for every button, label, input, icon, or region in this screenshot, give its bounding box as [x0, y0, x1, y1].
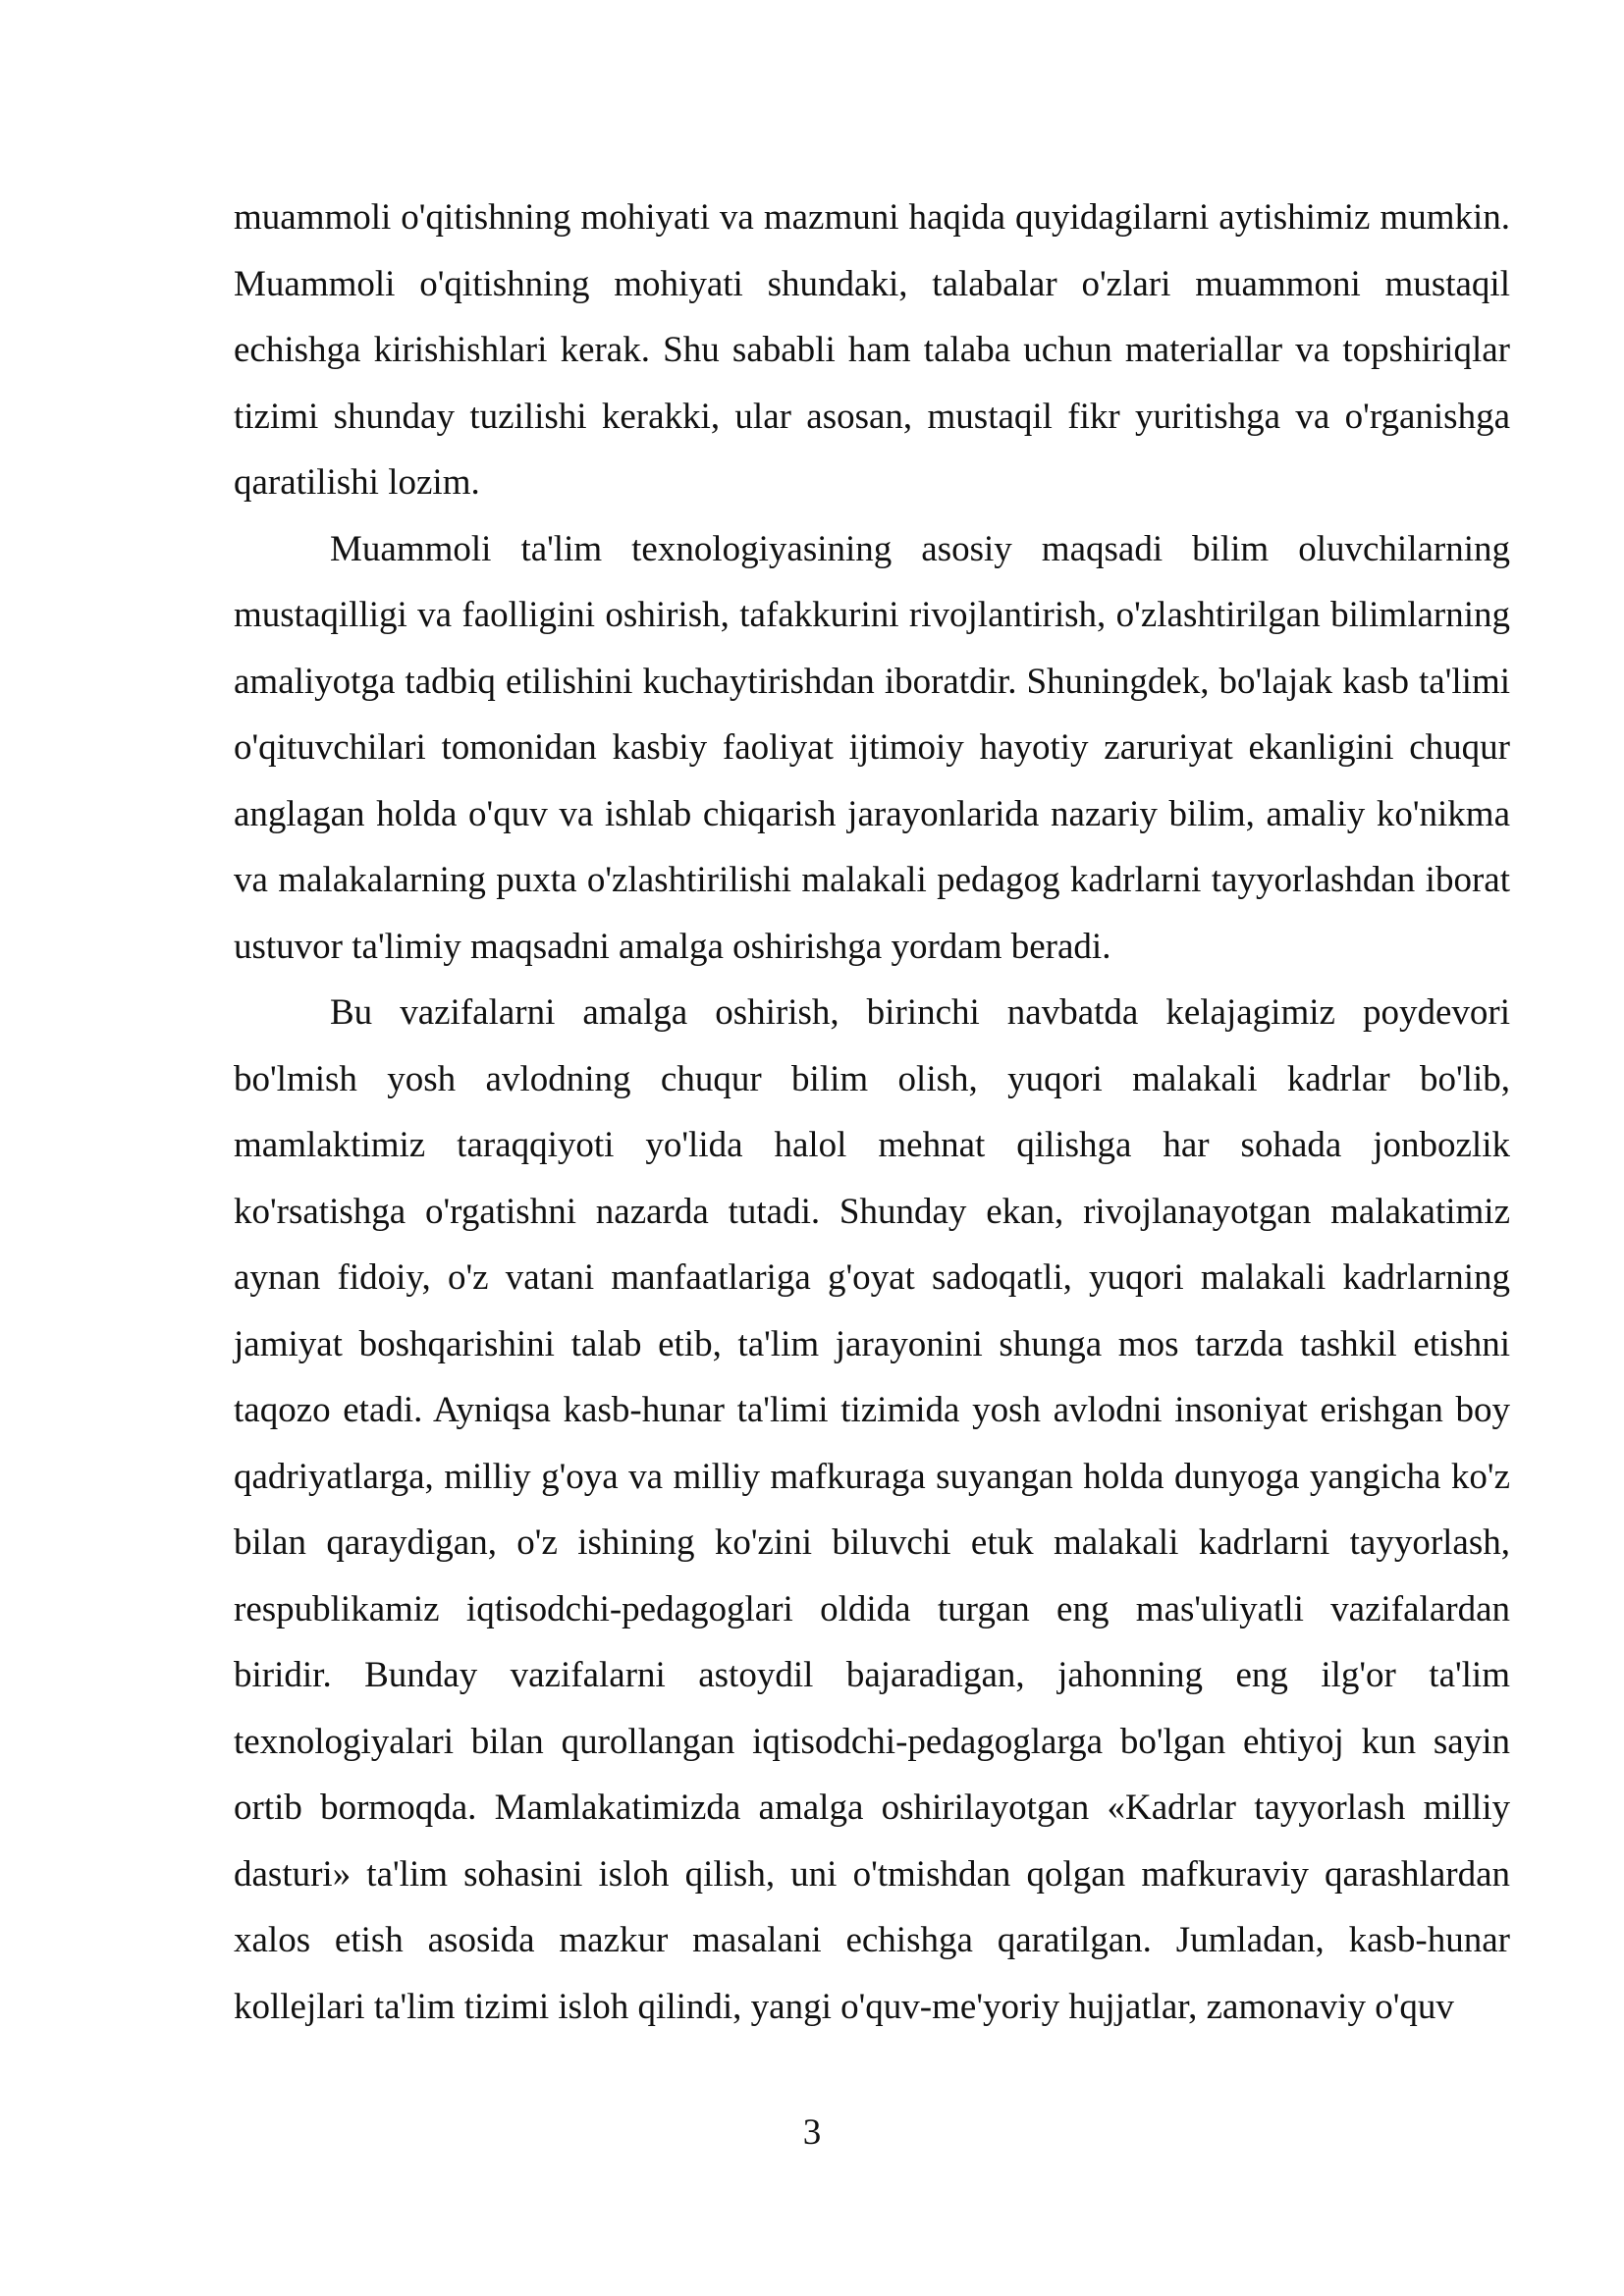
- paragraph-2: Muammoli ta'lim texnologiyasining asosiy maqsadi bilim oluvchilarning mustaqilligi va faolligini oshirish, tafakkurini rivojlantirish, o'zlashtirilgan bilimlarning amaliyotga tadbiq etilishini kuchaytirishdan iboratdir. Shuningdek, bo'lajak kasb ta'limi o'qituvchilari tomonidan kasbiy faoliyat ijtimoiy hayotiy zaruriyat ekanligini chuqur anglagan holda o'quv va ishlab chiqarish jarayonlarida nazariy bilim, amaliy ko'nikma va malakalarning puxta o'zlashtirilishi malakali pedagog kadrlarni tayyorlashdan iborat ustuvor ta'limiy maqsadni amalga oshirishga yordam beradi.: [234, 528, 1510, 967]
- page-number: 3: [802, 2112, 822, 2153]
- paragraph-1: muammoli o'qitishning mohiyati va mazmuni haqida quyidagilarni aytishimiz mumkin. Muammoli o'qitishning mohiyati shundaki, talabalar o'zlari muammoni mustaqil echishga kirishishlari kerak. Shu sababli ham talaba uchun materiallar va topshiriqlar tizimi shunday tuzilishi kerakki, ular asosan, mustaqil fikr yuritishga va o'rganishga qaratilishi lozim.: [234, 197, 1510, 503]
- document-body: [234, 185, 1510, 2040]
- paragraph-3: Bu vazifalarni amalga oshirish, birinchi navbatda kelajagimiz poydevori bo'lmish yosh avlodning chuqur bilim olish, yuqori malakali kadrlar bo'lib, mamlaktimiz taraqqiyoti yo'lida halol mehnat qilishga har sohada jonbozlik ko'rsatishga o'rgatishni nazarda tutadi. Shunday ekan, rivojlanayotgan malakatimiz aynan fidoiy, o'z vatani manfaatlariga g'oyat sadoqatli, yuqori malakali kadrlarning jamiyat boshqarishini talab etib, ta'lim jarayonini shunga mos tarzda tashkil etishni taqozo etadi. Ayniqsa kasb-hunar ta'limi tizimida yosh avlodni insoniyat erishgan boy qadriyatlarga, milliy g'oya va milliy mafkuraga suyangan holda dunyoga yangicha ko'z bilan qaraydigan, o'z ishining ko'zini biluvchi etuk malakali kadrlarni tayyorlash, respublikamiz iqtisodchi-pedagoglari oldida turgan eng mas'uliyatli vazifalardan biridir. Bunday vazifalarni astoydil bajaradigan, jahonning eng ilg'or ta'lim texnologiyalari bilan qurollangan iqtisodchi-pedagoglarga bo'lgan ehtiyoj kun sayin ortib bormoqda. Mamlakatimizda amalga oshirilayotgan «Kadrlar tayyorlash milliy dasturi» ta'lim sohasini isloh qilish, uni o'tmishdan qolgan mafkuraviy qarashlardan xalos etish asosida mazkur masalani echishga qaratilgan. Jumladan, kasb-hunar kollejlari ta'lim tizimi isloh qilindi, yangi o'quv-me'yoriy hujjatlar, zamonaviy o'quv: [234, 992, 1510, 2027]
